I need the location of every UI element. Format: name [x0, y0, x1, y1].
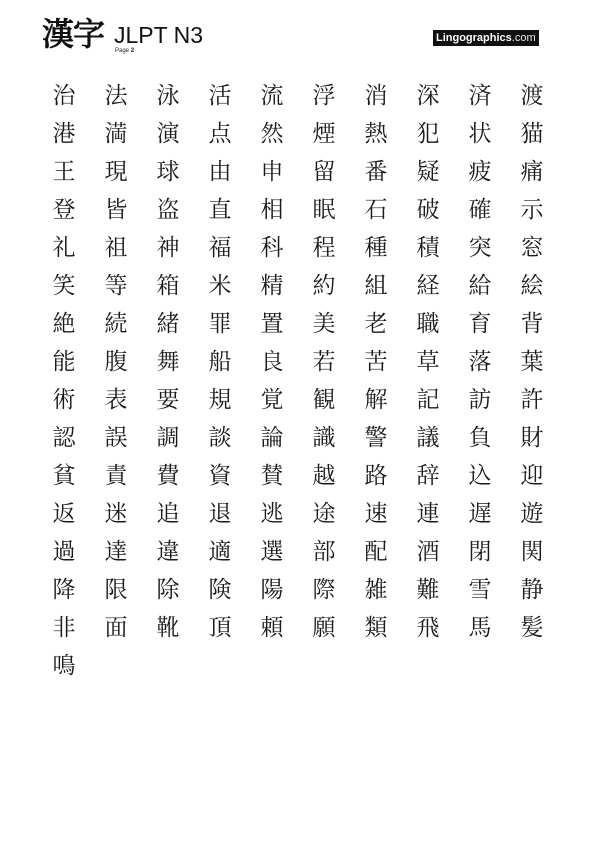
kanji-cell: 笑 [52, 273, 76, 299]
kanji-cell: 盗 [156, 197, 180, 223]
kanji-cell: 法 [104, 83, 128, 109]
kanji-cell: 続 [104, 311, 128, 337]
kanji-row [38, 571, 558, 609]
kanji-cell: 部 [312, 539, 336, 565]
kanji-cell: 熱 [364, 121, 388, 147]
kanji-cell: 類 [364, 615, 388, 641]
kanji-row [38, 191, 558, 229]
kanji-cell: 髪 [520, 615, 544, 641]
kanji-cell: 違 [156, 539, 180, 565]
kanji-cell: 速 [364, 501, 388, 527]
kanji-cell: 雑 [364, 577, 388, 603]
kanji-cell: 靴 [156, 615, 180, 641]
kanji-cell: 罪 [208, 311, 232, 337]
kanji-cell: 表 [104, 387, 128, 413]
kanji-cell: 際 [312, 577, 336, 603]
brand-name: Lingographics [436, 32, 512, 44]
kanji-cell: 申 [260, 159, 284, 185]
kanji-cell: 球 [156, 159, 180, 185]
kanji-row [38, 419, 558, 457]
kanji-cell: 福 [208, 235, 232, 261]
kanji-cell: 調 [156, 425, 180, 451]
kanji-cell: 置 [260, 311, 284, 337]
kanji-row [38, 229, 558, 267]
kanji-cell: 険 [208, 577, 232, 603]
kanji-row [38, 343, 558, 381]
kanji-row [38, 267, 558, 305]
kanji-cell: 科 [260, 235, 284, 261]
kanji-cell: 点 [208, 121, 232, 147]
kanji-cell: 草 [416, 349, 440, 375]
kanji-cell: 路 [364, 463, 388, 489]
kanji-cell: 疑 [416, 159, 440, 185]
kanji-cell: 登 [52, 197, 76, 223]
kanji-cell: 費 [156, 463, 180, 489]
kanji-cell: 組 [364, 273, 388, 299]
kanji-cell: 港 [52, 121, 76, 147]
kanji-cell: 願 [312, 615, 336, 641]
kanji-cell: 石 [364, 197, 388, 223]
kanji-cell: 相 [260, 197, 284, 223]
kanji-row [38, 77, 558, 115]
kanji-row [38, 609, 558, 647]
kanji-cell: 退 [208, 501, 232, 527]
kanji-cell: 連 [416, 501, 440, 527]
kanji-cell: 財 [520, 425, 544, 451]
kanji-cell: 治 [52, 83, 76, 109]
kanji-cell: 迎 [520, 463, 544, 489]
kanji-cell: 王 [52, 159, 76, 185]
kanji-cell: 祖 [104, 235, 128, 261]
kanji-cell: 流 [260, 83, 284, 109]
kanji-cell: 疲 [468, 159, 492, 185]
kanji-cell: 論 [260, 425, 284, 451]
kanji-cell: 米 [208, 273, 232, 299]
kanji-cell: 警 [364, 425, 388, 451]
kanji-cell: 浮 [312, 83, 336, 109]
kanji-cell: 難 [416, 577, 440, 603]
kanji-cell: 誤 [104, 425, 128, 451]
kanji-cell: 育 [468, 311, 492, 337]
kanji-cell: 非 [52, 615, 76, 641]
kanji-cell: 犯 [416, 121, 440, 147]
kanji-cell: 由 [208, 159, 232, 185]
kanji-cell: 陽 [260, 577, 284, 603]
kanji-cell: 猫 [520, 121, 544, 147]
kanji-cell: 経 [416, 273, 440, 299]
kanji-cell: 積 [416, 235, 440, 261]
kanji-cell: 絵 [520, 273, 544, 299]
kanji-cell: 許 [520, 387, 544, 413]
kanji-cell: 鳴 [52, 653, 76, 679]
kanji-cell: 記 [416, 387, 440, 413]
kanji-cell: 達 [104, 539, 128, 565]
kanji-cell: 種 [364, 235, 388, 261]
kanji-cell: 約 [312, 273, 336, 299]
kanji-cell: 解 [364, 387, 388, 413]
page-label [115, 48, 134, 55]
kanji-cell: 訪 [468, 387, 492, 413]
kanji-cell: 煙 [312, 121, 336, 147]
kanji-cell: 面 [104, 615, 128, 641]
kanji-cell: 皆 [104, 197, 128, 223]
kanji-row [38, 495, 558, 533]
kanji-cell: 深 [416, 83, 440, 109]
kanji-cell: 突 [468, 235, 492, 261]
kanji-cell: 舞 [156, 349, 180, 375]
kanji-cell: 腹 [104, 349, 128, 375]
kanji-row [38, 533, 558, 571]
kanji-cell: 配 [364, 539, 388, 565]
kanji-cell: 留 [312, 159, 336, 185]
kanji-cell: 術 [52, 387, 76, 413]
kanji-cell: 破 [416, 197, 440, 223]
kanji-cell: 直 [208, 197, 232, 223]
kanji-cell: 雪 [468, 577, 492, 603]
kanji-cell: 満 [104, 121, 128, 147]
kanji-cell: 絶 [52, 311, 76, 337]
kanji-cell: 遅 [468, 501, 492, 527]
kanji-cell: 規 [208, 387, 232, 413]
kanji-cell: 逃 [260, 501, 284, 527]
kanji-cell: 閉 [468, 539, 492, 565]
kanji-row [38, 647, 558, 685]
kanji-cell: 老 [364, 311, 388, 337]
kanji-cell: 給 [468, 273, 492, 299]
kanji-row [38, 115, 558, 153]
kanji-cell: 活 [208, 83, 232, 109]
kanji-cell: 賛 [260, 463, 284, 489]
kanji-cell: 然 [260, 121, 284, 147]
kanji-cell: 負 [468, 425, 492, 451]
kanji-cell: 適 [208, 539, 232, 565]
kanji-cell: 覚 [260, 387, 284, 413]
kanji-cell: 返 [52, 501, 76, 527]
kanji-cell: 済 [468, 83, 492, 109]
kanji-cell: 船 [208, 349, 232, 375]
kanji-cell: 美 [312, 311, 336, 337]
kanji-cell: 確 [468, 197, 492, 223]
kanji-cell: 関 [520, 539, 544, 565]
kanji-cell: 眠 [312, 197, 336, 223]
kanji-cell: 追 [156, 501, 180, 527]
kanji-row [38, 305, 558, 343]
kanji-cell: 観 [312, 387, 336, 413]
kanji-cell: 現 [104, 159, 128, 185]
kanji-cell: 認 [52, 425, 76, 451]
kanji-cell: 苦 [364, 349, 388, 375]
kanji-cell: 遊 [520, 501, 544, 527]
kanji-cell: 頂 [208, 615, 232, 641]
kanji-cell: 静 [520, 577, 544, 603]
kanji-cell: 窓 [520, 235, 544, 261]
kanji-cell: 限 [104, 577, 128, 603]
kanji-cell: 頼 [260, 615, 284, 641]
kanji-cell: 渡 [520, 83, 544, 109]
kanji-cell: 資 [208, 463, 232, 489]
kanji-cell: 痛 [520, 159, 544, 185]
page-header [0, 0, 600, 70]
kanji-cell: 談 [208, 425, 232, 451]
kanji-cell: 泳 [156, 83, 180, 109]
kanji-cell: 選 [260, 539, 284, 565]
kanji-cell: 程 [312, 235, 336, 261]
kanji-cell: 過 [52, 539, 76, 565]
kanji-cell: 除 [156, 577, 180, 603]
kanji-cell: 葉 [520, 349, 544, 375]
title-level: JLPT N3 [114, 22, 204, 48]
kanji-cell: 飛 [416, 615, 440, 641]
kanji-cell: 迷 [104, 501, 128, 527]
kanji-cell: 識 [312, 425, 336, 451]
kanji-cell: 礼 [52, 235, 76, 261]
kanji-cell: 途 [312, 501, 336, 527]
page-number: 2 [130, 48, 135, 54]
kanji-cell: 降 [52, 577, 76, 603]
kanji-cell: 等 [104, 273, 128, 299]
kanji-cell: 背 [520, 311, 544, 337]
kanji-cell: 緒 [156, 311, 180, 337]
kanji-row [38, 153, 558, 191]
kanji-row [38, 457, 558, 495]
kanji-cell: 神 [156, 235, 180, 261]
kanji-cell: 落 [468, 349, 492, 375]
brand-domain: .com [511, 32, 536, 44]
kanji-cell: 込 [468, 463, 492, 489]
kanji-row [38, 381, 558, 419]
title-kanji: 漢字 [42, 15, 105, 53]
brand-logo [433, 30, 539, 46]
kanji-cell: 要 [156, 387, 180, 413]
kanji-cell: 職 [416, 311, 440, 337]
kanji-cell: 辞 [416, 463, 440, 489]
kanji-cell: 箱 [156, 273, 180, 299]
page-prefix: Page [115, 48, 130, 54]
kanji-grid [38, 77, 558, 685]
kanji-cell: 演 [156, 121, 180, 147]
kanji-cell: 状 [468, 121, 492, 147]
kanji-cell: 良 [260, 349, 284, 375]
kanji-cell: 番 [364, 159, 388, 185]
kanji-cell: 責 [104, 463, 128, 489]
kanji-cell: 馬 [468, 615, 492, 641]
kanji-cell: 示 [520, 197, 544, 223]
kanji-cell: 貧 [52, 463, 76, 489]
kanji-cell: 消 [364, 83, 388, 109]
kanji-cell: 議 [416, 425, 440, 451]
kanji-cell: 能 [52, 349, 76, 375]
kanji-cell: 酒 [416, 539, 440, 565]
kanji-cell: 越 [312, 463, 336, 489]
kanji-cell: 若 [312, 349, 336, 375]
kanji-cell: 精 [260, 273, 284, 299]
